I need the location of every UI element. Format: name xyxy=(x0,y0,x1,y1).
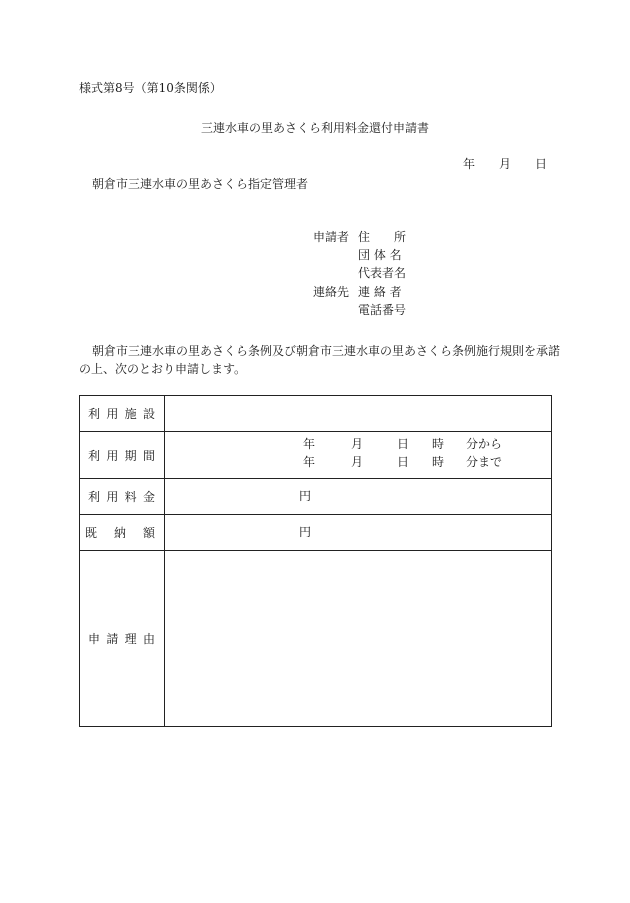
period-value-cell[interactable] xyxy=(165,432,552,479)
from-day-label: 日 xyxy=(397,437,410,451)
phone-number-label: 電話番号 xyxy=(358,303,407,317)
from-hour-label: 時 xyxy=(432,437,445,451)
consent-text-line2: の上、次のとおり申請します。 xyxy=(79,362,247,376)
table-row-reason xyxy=(80,551,552,727)
table-row-fee xyxy=(80,479,552,515)
contact-person-label: 連 絡 者 xyxy=(358,285,402,299)
representative-label: 代表者名 xyxy=(358,266,407,280)
paid-label-cell xyxy=(80,515,165,551)
reason-value-cell[interactable] xyxy=(165,551,552,727)
consent-text-line1: 朝倉市三連水車の里あさくら条例及び朝倉市三連水車の里あさくら条例施行規則を承諾 xyxy=(92,344,561,358)
fee-value-cell[interactable] xyxy=(165,479,552,515)
from-minute-label: 分から xyxy=(466,437,503,451)
fee-unit: 円 xyxy=(299,489,312,503)
paid-unit: 円 xyxy=(299,525,312,539)
table-row-facility xyxy=(80,396,552,432)
to-day-label: 日 xyxy=(397,455,410,469)
fee-label-cell xyxy=(80,479,165,515)
addressee: 朝倉市三連水車の里あさくら指定管理者 xyxy=(92,177,309,191)
document-title: 三連水車の里あさくら利用料金還付申請書 xyxy=(200,121,429,135)
date-year-label: 年 xyxy=(463,157,476,171)
from-year-label: 年 xyxy=(303,437,316,451)
address-label-second: 所 xyxy=(394,230,407,244)
group-name-label: 団 体 名 xyxy=(358,248,402,262)
paid-value-cell[interactable] xyxy=(165,515,552,551)
from-month-label: 月 xyxy=(351,437,364,451)
facility-label: 利 用 施 設 xyxy=(88,407,155,421)
period-label: 利 用 期 間 xyxy=(88,448,155,463)
table-row-paid xyxy=(80,515,552,551)
reason-label: 申 請 理 由 xyxy=(88,632,155,646)
paid-label: 既 納 額 xyxy=(85,526,155,540)
reason-label-cell xyxy=(80,551,165,727)
to-year-label: 年 xyxy=(303,455,316,469)
table-row-period xyxy=(80,432,552,479)
contact-label: 連絡先 xyxy=(313,285,350,299)
to-hour-label: 時 xyxy=(432,455,445,469)
to-month-label: 月 xyxy=(351,455,364,469)
applicant-label: 申請者 xyxy=(313,230,350,244)
fee-label: 利 用 料 金 xyxy=(88,490,155,504)
facility-value-cell[interactable] xyxy=(165,396,552,432)
address-label-first: 住 xyxy=(358,230,371,244)
facility-label-cell xyxy=(80,396,165,432)
application-table xyxy=(79,395,552,727)
date-day-label: 日 xyxy=(535,157,548,171)
form-number: 様式第8号（第10条関係） xyxy=(79,81,222,95)
to-minute-label: 分まで xyxy=(466,455,503,469)
date-month-label: 月 xyxy=(499,157,512,171)
period-label-cell xyxy=(80,432,165,479)
